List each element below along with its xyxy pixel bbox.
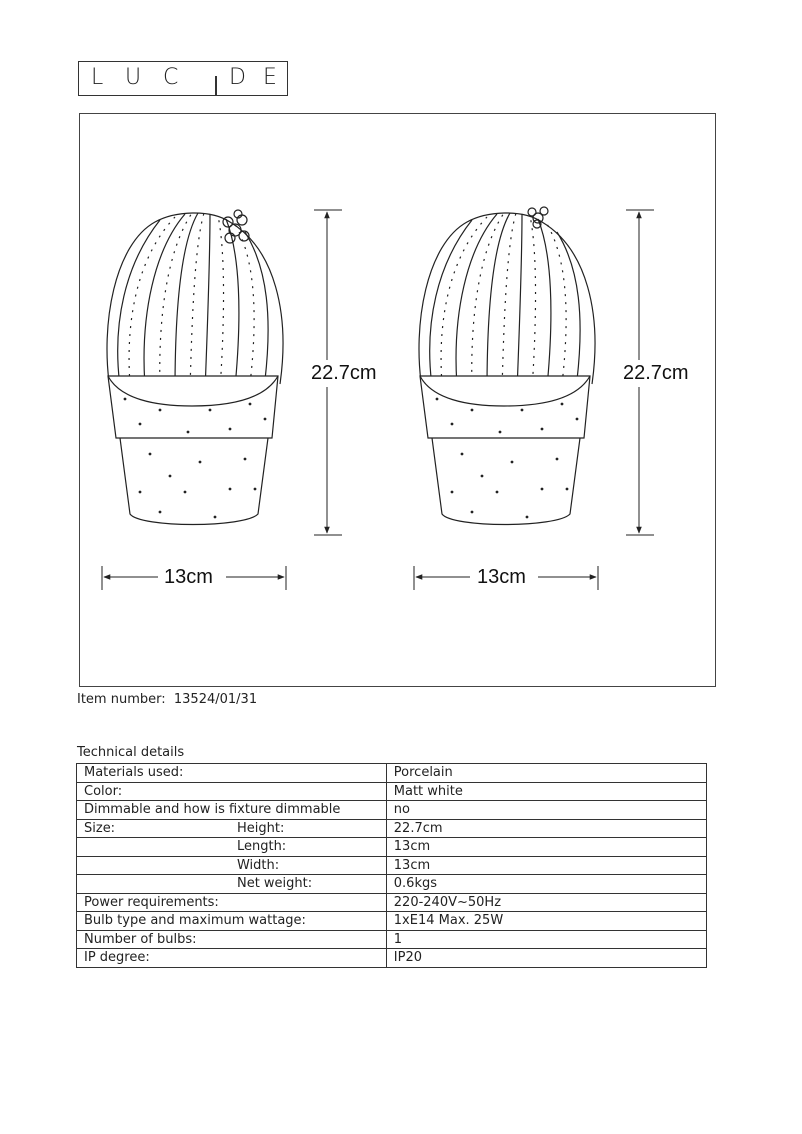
left-width-label: 13cm	[164, 566, 213, 588]
logo-letter: U	[125, 65, 142, 90]
row-sublabel	[230, 764, 386, 783]
cactus-right	[419, 207, 595, 525]
table-row	[77, 930, 707, 949]
row-label: IP degree:	[77, 949, 387, 968]
item-number-value: 13524/01/31	[173, 692, 258, 707]
item-number	[77, 692, 257, 707]
right-height-label: 22.7cm	[623, 362, 689, 384]
row-value: 0.6kgs	[386, 875, 706, 894]
logo-letter-i-stroke	[215, 76, 217, 96]
product-drawing	[79, 113, 716, 687]
row-label	[77, 856, 230, 875]
cactus-left	[107, 210, 283, 525]
table-row	[77, 949, 707, 968]
table-row	[77, 875, 707, 894]
right-width-label: 13cm	[477, 566, 526, 588]
row-label: Bulb type and maximum wattage:	[77, 912, 387, 931]
cactus-line-drawing	[80, 114, 717, 688]
row-value: Porcelain	[386, 764, 706, 783]
row-label: Number of bulbs:	[77, 930, 387, 949]
table-row	[77, 764, 707, 783]
row-value: Matt white	[386, 782, 706, 801]
table-row	[77, 893, 707, 912]
logo-letter: L	[91, 65, 104, 90]
row-sublabel: Width:	[230, 856, 386, 875]
row-value: no	[386, 801, 706, 820]
row-sublabel	[230, 782, 386, 801]
row-value: 13cm	[386, 856, 706, 875]
table-row	[77, 782, 707, 801]
row-label: Color:	[77, 782, 230, 801]
item-number-label: Item number:	[77, 692, 166, 707]
row-value: 1	[386, 930, 706, 949]
table-row	[77, 801, 707, 820]
table-row	[77, 819, 707, 838]
left-height-label: 22.7cm	[311, 362, 377, 384]
table-row	[77, 838, 707, 857]
row-label	[77, 875, 230, 894]
table-row	[77, 856, 707, 875]
row-label: Materials used:	[77, 764, 230, 783]
row-sublabel: Length:	[230, 838, 386, 857]
row-sublabel: Net weight:	[230, 875, 386, 894]
brand-logo	[78, 61, 288, 96]
row-value: 22.7cm	[386, 819, 706, 838]
row-label: Size:	[77, 819, 230, 838]
row-sublabel: Height:	[230, 819, 386, 838]
table-row	[77, 912, 707, 931]
technical-details-table	[76, 763, 707, 968]
logo-letter: D	[229, 65, 246, 90]
row-label: Dimmable and how is fixture dimmable	[77, 801, 387, 820]
row-value: 220-240V~50Hz	[386, 893, 706, 912]
row-value: IP20	[386, 949, 706, 968]
row-value: 1xE14 Max. 25W	[386, 912, 706, 931]
logo-letter: E	[263, 65, 277, 90]
row-label: Power requirements:	[77, 893, 387, 912]
technical-details-title: Technical details	[77, 745, 185, 760]
row-value: 13cm	[386, 838, 706, 857]
row-label	[77, 838, 230, 857]
logo-letter: C	[163, 65, 179, 90]
